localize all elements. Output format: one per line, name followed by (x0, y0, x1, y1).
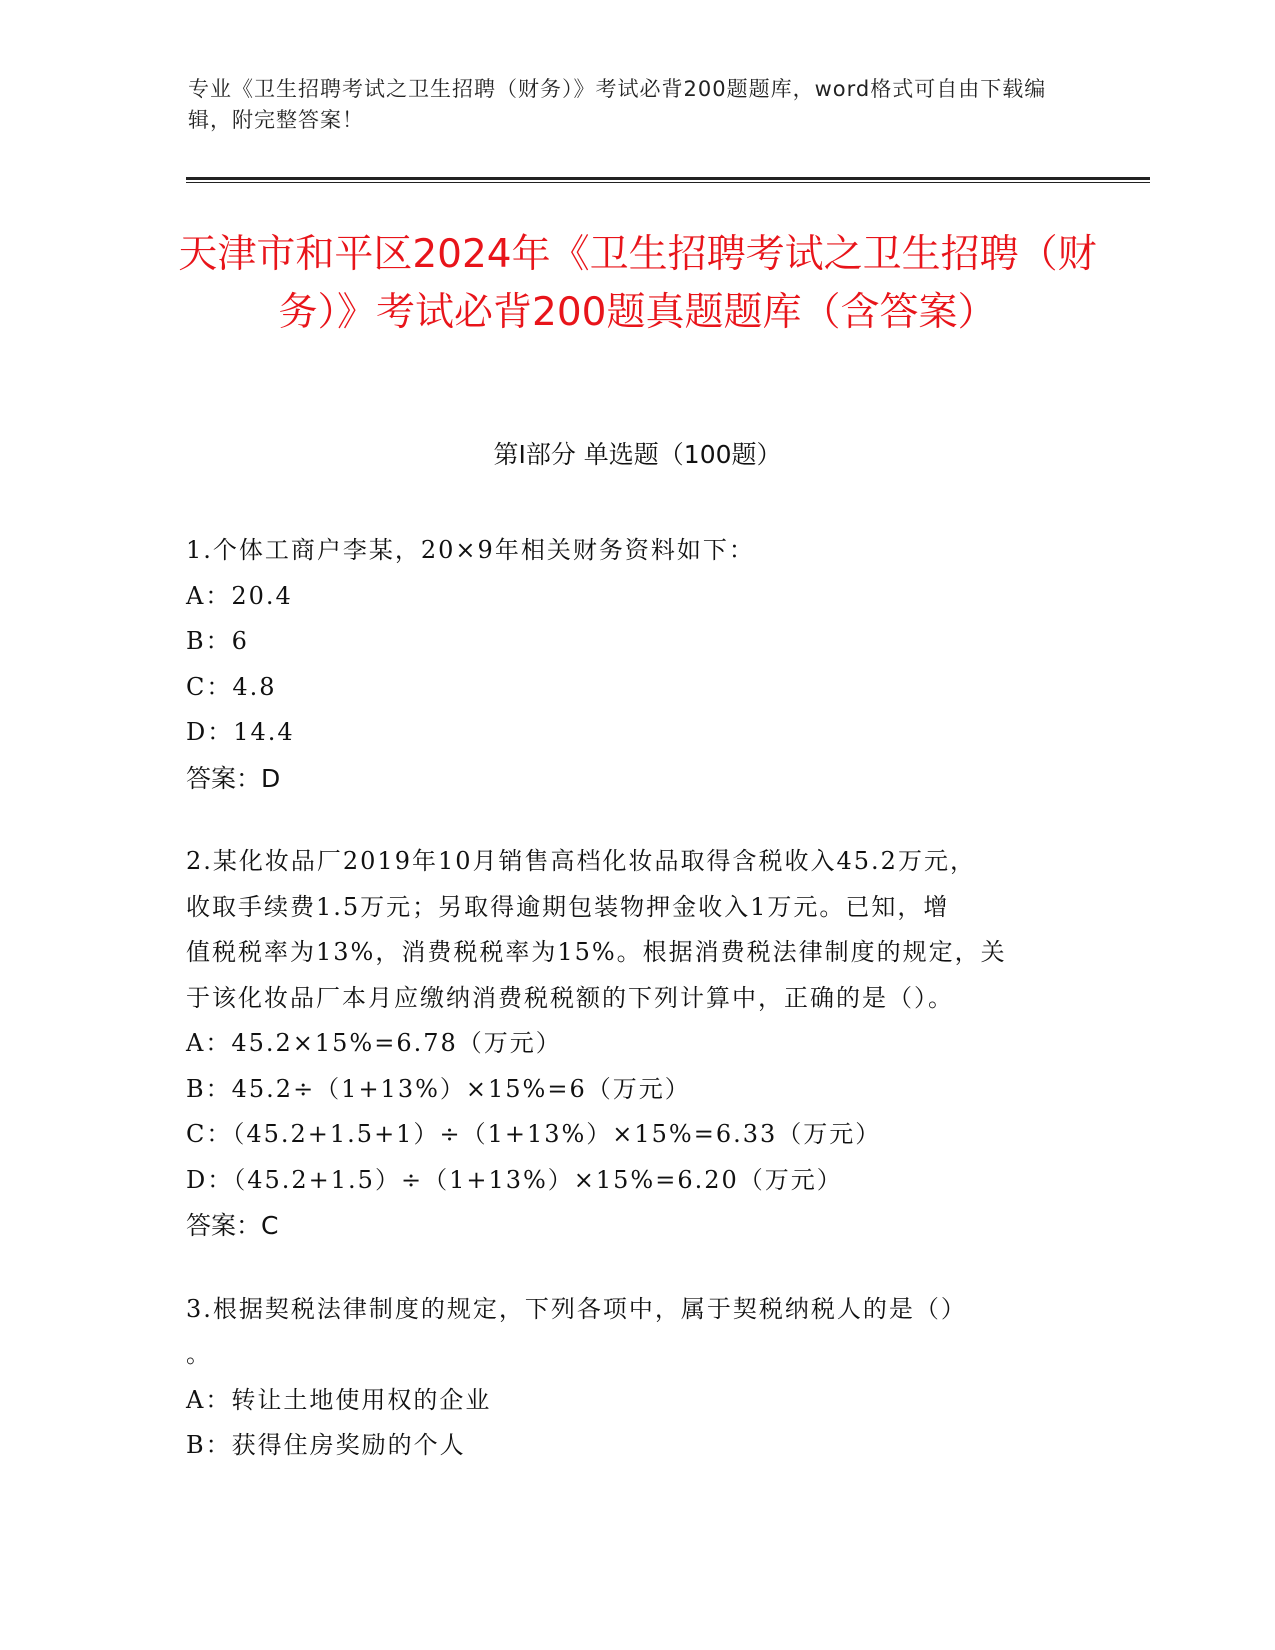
header-divider-thick (186, 177, 1150, 180)
document-header-note: 专业《卫生招聘考试之卫生招聘（财务）》考试必背200题题库，word格式可自由下载编辑，附完整答案！ (188, 77, 1047, 132)
option-b: B：45.2÷（1+13%）×15%=6（万元） (186, 1074, 691, 1103)
option-a: A：20.4 (186, 581, 293, 610)
option-d: D：14.4 (186, 718, 295, 746)
question-stem-line: 1.个体工商户李某，20×9年相关财务资料如下： (186, 536, 755, 564)
question-stem-line: 3.根据契税法律制度的规定，下列各项中，属于契税纳税人的是（） (186, 1294, 967, 1323)
question-stem-line: 于该化妆品厂本月应缴纳消费税税额的下列计算中，正确的是（）。 (186, 983, 954, 1012)
option-a: A：45.2×15%=6.78（万元） (186, 1029, 562, 1057)
option-d: D：（45.2+1.5）÷（1+13%）×15%=6.20（万元） (186, 1165, 843, 1194)
option-b: B：获得住房奖励的个人 (186, 1431, 466, 1459)
question-1 (186, 528, 1086, 801)
header-divider-thin (186, 182, 1150, 183)
answer: 答案：C (186, 1211, 279, 1240)
document-title: 天津市和平区2024年《卫生招聘考试之卫生招聘（财务）》考试必背200题真题题库（含答案） (178, 232, 1097, 335)
question-stem-line: 值税税率为13%，消费税税率为15%。根据消费税法律制度的规定，关 (186, 938, 1007, 966)
question-list (186, 528, 1086, 1507)
question-stem-line: 收取手续费1.5万元；另取得逾期包装物押金收入1万元。已知，增 (186, 892, 950, 921)
question-stem-line: 。 (186, 1340, 212, 1368)
section-heading: 第Ⅰ部分 单选题（100题） (493, 440, 782, 469)
option-b: B：6 (186, 627, 249, 655)
answer: 答案：D (186, 763, 281, 793)
question-stem-line: 2.某化妆品厂2019年10月销售高档化妆品取得含税收入45.2万元， (186, 847, 976, 875)
question-3 (186, 1287, 1086, 1469)
option-a: A：转让土地使用权的企业 (186, 1385, 492, 1414)
option-c: C：4.8 (186, 672, 277, 701)
option-c: C：（45.2+1.5+1）÷（1+13%）×15%=6.33（万元） (186, 1120, 882, 1148)
question-2 (186, 839, 1086, 1249)
